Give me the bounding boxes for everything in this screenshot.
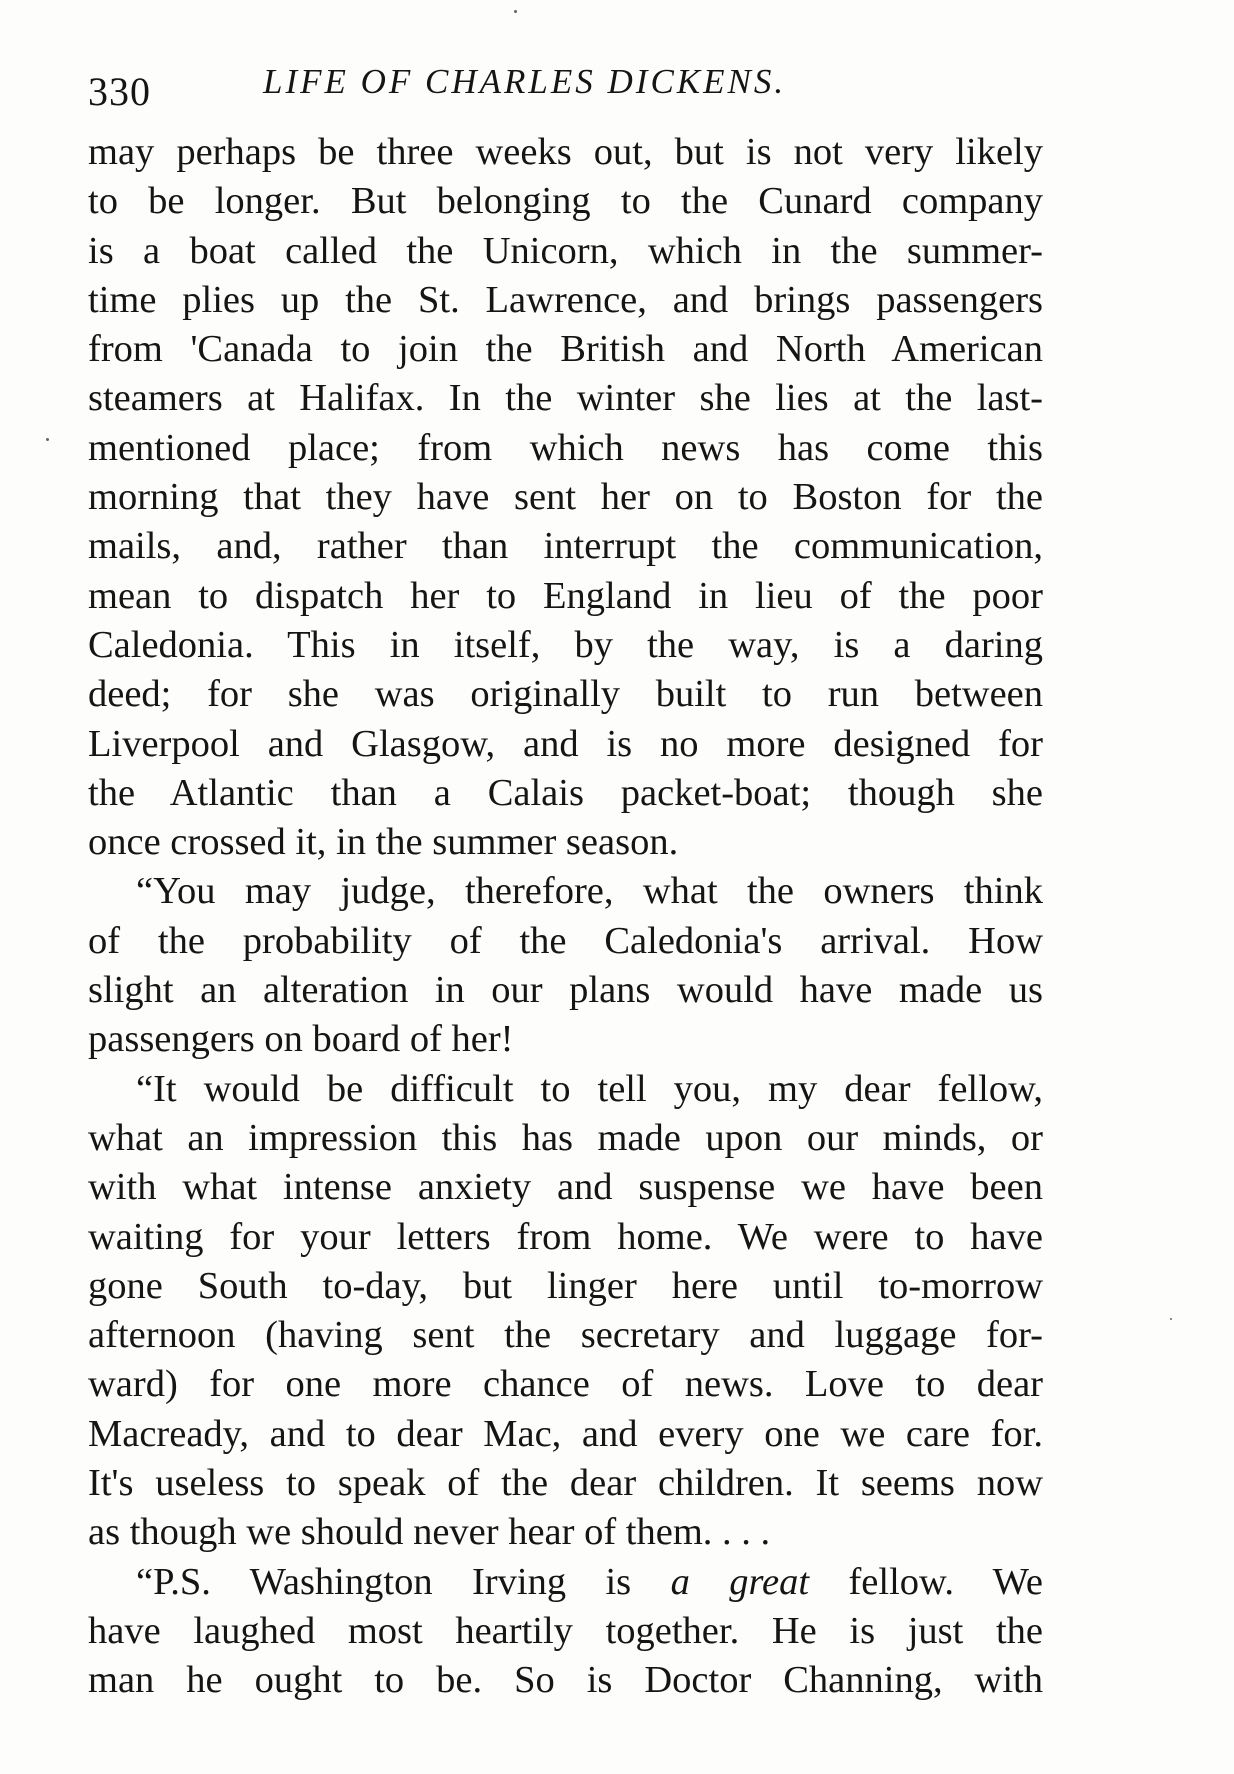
print-speck (46, 438, 49, 441)
text-line: passengers on board of her! (88, 1018, 514, 1061)
text-line: time plies up the St. Lawrence, and brings passengers (88, 278, 1043, 321)
body-text (88, 128, 1043, 1706)
text-line: “You may judge, therefore, what the owners think (136, 870, 1043, 913)
text-line: ward) for one more chance of news. Love to dear (88, 1363, 1043, 1406)
text-line: afternoon (having sent the secretary and luggage for- (88, 1314, 1043, 1357)
text-line: mean to dispatch her to England in lieu of the poor (88, 574, 1043, 617)
text-line: Liverpool and Glasgow, and is no more designed for (88, 722, 1043, 765)
print-speck (514, 10, 517, 13)
text-line: Macready, and to dear Mac, and every one we care for. (88, 1412, 1043, 1455)
text-line: what an impression this has made upon our minds, or (88, 1116, 1043, 1159)
text-line: from 'Canada to join the British and North American (88, 328, 1043, 371)
text-line: slight an alteration in our plans would have made us (88, 969, 1043, 1012)
text-line: the Atlantic than a Calais packet-boat; though she (88, 771, 1043, 814)
text-line: to be longer. But belonging to the Cunard company (88, 180, 1043, 223)
text-line: man he ought to be. So is Doctor Channing, with (88, 1659, 1043, 1702)
running-title: LIFE OF CHARLES DICKENS. (263, 62, 787, 101)
italic-emphasis: a great (670, 1560, 810, 1603)
text-line: with what intense anxiety and suspense we have been (88, 1166, 1043, 1209)
text-line: “It would be difficult to tell you, my dear fellow, (136, 1067, 1043, 1110)
text-line: Caledonia. This in itself, by the way, is a daring (88, 623, 1043, 666)
text-line: once crossed it, in the summer season. (88, 821, 679, 864)
text-line: may perhaps be three weeks out, but is not very likely (88, 131, 1043, 173)
text-line: is a boat called the Unicorn, which in the summer- (88, 229, 1043, 272)
text-line: It's useless to speak of the dear children. It seems now (88, 1462, 1043, 1505)
text-line (88, 1558, 1043, 1607)
text-segment: fellow. We (848, 1560, 1044, 1603)
text-line: of the probability of the Caledonia's arrival. How (88, 919, 1043, 962)
text-segment: “P.S. Washington Irving is (136, 1560, 632, 1603)
text-line: as though we should never hear of them. . . . (88, 1511, 771, 1554)
text-line: gone South to-day, but linger here until to-morrow (88, 1264, 1043, 1307)
text-line: mentioned place; from which news has come this (88, 426, 1043, 469)
text-line: morning that they have sent her on to Boston for the (88, 476, 1043, 519)
text-line: deed; for she was originally built to run between (88, 673, 1043, 716)
print-speck (1170, 1318, 1172, 1320)
text-line: have laughed most heartily together. He is just the (88, 1609, 1043, 1652)
text-line: steamers at Halifax. In the winter she lies at the last- (88, 377, 1043, 420)
page-number: 330 (88, 69, 151, 114)
text-line: waiting for your letters from home. We were to have (88, 1215, 1043, 1258)
page-header (88, 62, 1043, 112)
text-line: mails, and, rather than interrupt the communication, (88, 525, 1043, 568)
